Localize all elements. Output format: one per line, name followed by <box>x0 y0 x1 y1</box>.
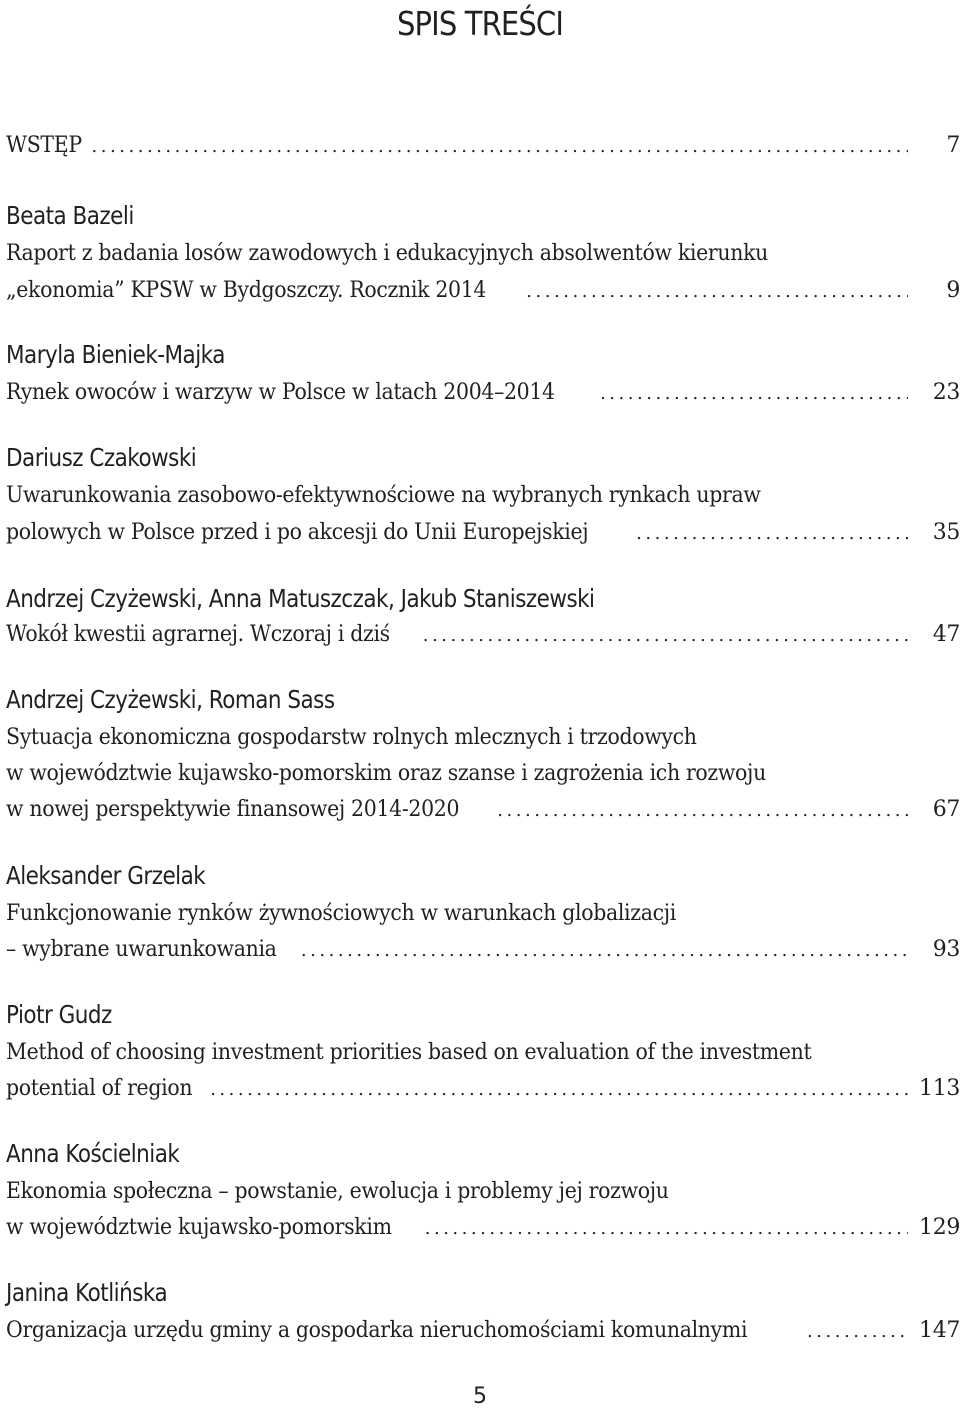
toc-entry-author: Andrzej Czyżewski, Anna Matuszczak, Jakub Staniszewski <box>6 584 595 613</box>
dot-leader <box>210 1075 908 1105</box>
toc-page-number: 147 <box>919 1318 960 1343</box>
toc-page-number: 7 <box>946 133 960 158</box>
toc-entry-title-line: – wybrane uwarunkowania <box>6 937 277 962</box>
toc-entry-author: Anna Kościelniak <box>6 1139 180 1168</box>
dot-leader <box>807 1317 908 1347</box>
dot-leader <box>423 621 908 651</box>
toc-entry-title-line: Wokół kwestii agrarnej. Wczoraj i dziś <box>6 622 390 647</box>
toc-entry-title-line: w województwie kujawsko-pomorskim <box>6 1215 392 1240</box>
dot-leader <box>526 277 908 307</box>
toc-entry-title-line: Organizacja urzędu gminy a gospodarka nieruchomościami komunalnymi <box>6 1318 748 1343</box>
toc-entry-author: Aleksander Grzelak <box>6 861 206 890</box>
toc-entry-title-line: Funkcjonowanie rynków żywnościowych w warunkach globalizacji <box>6 901 676 926</box>
toc-page-number: 47 <box>932 622 960 647</box>
toc-entry-author: Andrzej Czyżewski, Roman Sass <box>6 685 335 714</box>
toc-entry-author: Janina Kotlińska <box>6 1278 168 1307</box>
toc-page-number: 9 <box>946 278 960 303</box>
page-title: SPIS TREŚCI <box>396 4 564 43</box>
toc-entry-title-line: potential of region <box>6 1076 193 1101</box>
toc-page-number: 23 <box>932 380 960 405</box>
dot-leader <box>497 796 908 826</box>
toc-page-number: 35 <box>932 520 960 545</box>
toc-entry-author: Piotr Gudz <box>6 1000 112 1029</box>
toc-entry-title-line: Method of choosing investment priorities based on evaluation of the investment <box>6 1040 812 1065</box>
dot-leader <box>636 519 908 549</box>
page-number: 5 <box>473 1384 487 1409</box>
toc-page-number: 93 <box>932 937 960 962</box>
toc-entry-author: Beata Bazeli <box>6 201 134 230</box>
toc-entry-title-line: „ekonomia” KPSW w Bydgoszczy. Rocznik 2014 <box>6 278 487 303</box>
dot-leader <box>301 936 908 966</box>
toc-entry-title-line: Raport z badania losów zawodowych i edukacyjnych absolwentów kierunku <box>6 241 769 266</box>
toc-page-number: 67 <box>932 797 960 822</box>
dot-leader <box>600 379 908 409</box>
toc-page-number: 113 <box>919 1076 960 1101</box>
toc-entry-author: Dariusz Czakowski <box>6 443 197 472</box>
dot-leader <box>425 1214 908 1244</box>
toc-entry-title-line: Uwarunkowania zasobowo-efektywnościowe na wybranych rynkach upraw <box>6 483 761 508</box>
toc-page-number: 129 <box>919 1215 960 1240</box>
toc-entry-author: Maryla Bieniek-Majka <box>6 340 225 369</box>
toc-entry-title-line: Rynek owoców i warzyw w Polsce w latach 2004–2014 <box>6 380 555 405</box>
toc-entry-title-line: Ekonomia społeczna – powstanie, ewolucja i problemy jej rozwoju <box>6 1179 669 1204</box>
dot-leader <box>91 132 908 162</box>
toc-entry-title-line: polowych w Polsce przed i po akcesji do Unii Europejskiej <box>6 520 589 545</box>
toc-entry-title-line: w nowej perspektywie finansowej 2014-2020 <box>6 797 460 822</box>
toc-entry-title-line: Sytuacja ekonomiczna gospodarstw rolnych mlecznych i trzodowych <box>6 725 697 750</box>
toc-entry-title-line: w województwie kujawsko-pomorskim oraz szanse i zagrożenia ich rozwoju <box>6 761 766 786</box>
toc-entry-title: WSTĘP <box>6 133 82 158</box>
